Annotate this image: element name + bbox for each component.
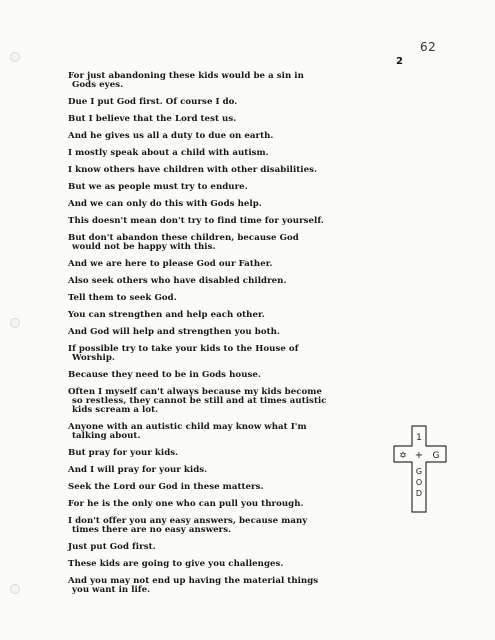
text-line-start: For he is the only one who can pull you through.	[68, 499, 304, 509]
text-line	[68, 328, 398, 337]
text-line	[68, 183, 398, 192]
hand-drawn-cross-icon	[390, 424, 450, 516]
text-line	[68, 483, 398, 492]
text-line	[68, 345, 398, 363]
text-line-start: But don't abandon these children, because God	[68, 233, 299, 243]
cross-right-text: G	[432, 451, 440, 461]
cross-center-text: +	[414, 450, 424, 461]
text-line	[68, 423, 398, 441]
text-line-start: For just abandoning these kids would be a sin in	[68, 71, 304, 81]
text-line-continuation: would not be happy with this.	[72, 242, 216, 252]
handwritten-page-number: 62	[420, 40, 437, 54]
text-line	[68, 371, 398, 380]
cross-down-text-3: D	[415, 489, 423, 498]
text-line-start: Also seek others who have disabled children.	[68, 276, 287, 286]
text-line-start: Often I myself can't always because my kids become	[68, 387, 322, 397]
text-line-continuation: kids scream a lot.	[72, 405, 159, 415]
text-line	[68, 388, 398, 415]
poem-body	[68, 72, 398, 603]
text-line-start: If possible try to take your kids to the House of	[68, 344, 299, 354]
text-line-start: These kids are going to give you challenges.	[68, 559, 284, 569]
text-line-start: Because they need to be in Gods house.	[68, 370, 261, 380]
cross-top-text: 1	[416, 433, 422, 443]
text-line-start: You can strengthen and help each other.	[68, 310, 265, 320]
text-line	[68, 115, 398, 124]
text-line-start: Seek the Lord our God in these matters.	[68, 482, 264, 492]
text-line-start: But pray for your kids.	[68, 448, 179, 458]
text-line-start: And I will pray for your kids.	[68, 465, 208, 475]
text-line	[68, 277, 398, 286]
text-line-start: And we are here to please God our Father.	[68, 259, 273, 269]
text-line-start: And you may not end up having the material things	[68, 576, 319, 586]
text-line	[68, 166, 398, 175]
punch-hole	[10, 318, 20, 328]
text-line	[68, 466, 398, 475]
cross-down-text-1: G	[415, 467, 423, 476]
text-line	[68, 149, 398, 158]
text-line-start: And we can only do this with Gods help.	[68, 199, 262, 209]
text-line-start: This doesn't mean don't try to find time for yourself.	[68, 216, 324, 226]
cross-down-text-2: O	[415, 478, 423, 487]
text-line-continuation: talking about.	[72, 431, 141, 441]
text-line-continuation: Worship.	[72, 353, 115, 363]
text-line-start: Due I put God first. Of course I do.	[68, 97, 238, 107]
text-line	[68, 98, 398, 107]
text-line-start: But I believe that the Lord test us.	[68, 114, 237, 124]
text-line	[68, 560, 398, 569]
punch-hole	[10, 52, 20, 62]
text-line	[68, 260, 398, 269]
text-line	[68, 234, 398, 252]
text-line-start: And he gives us all a duty to due on earth.	[68, 131, 274, 141]
text-line-continuation: times there are no easy answers.	[72, 525, 232, 535]
text-line	[68, 311, 398, 320]
text-line-start: Anyone with an autistic child may know what I'm	[68, 422, 307, 432]
text-line-start: Just put God first.	[68, 542, 156, 552]
punch-hole	[10, 584, 20, 594]
text-line-start: I don't offer you any easy answers, because many	[68, 516, 308, 526]
text-line-continuation: you want in life.	[72, 585, 151, 595]
text-line	[68, 200, 398, 209]
text-line	[68, 132, 398, 141]
typed-page-number: 2	[396, 56, 403, 67]
text-line	[68, 72, 398, 90]
text-line-start: I mostly speak about a child with autism.	[68, 148, 269, 158]
text-line	[68, 294, 398, 303]
text-line	[68, 577, 398, 595]
text-line-continuation: so restless, they cannot be still and at times autistic	[72, 396, 327, 406]
text-line	[68, 449, 398, 458]
text-line	[68, 500, 398, 509]
text-line	[68, 517, 398, 535]
text-line-start: I know others have children with other disabilities.	[68, 165, 318, 175]
text-line	[68, 217, 398, 226]
text-line-start: Tell them to seek God.	[68, 293, 177, 303]
star-of-david-icon: ✡	[399, 451, 407, 461]
text-line-start: But we as people must try to endure.	[68, 182, 248, 192]
text-line	[68, 543, 398, 552]
text-line-continuation: Gods eyes.	[72, 80, 124, 90]
text-line-start: And God will help and strengthen you both.	[68, 327, 280, 337]
